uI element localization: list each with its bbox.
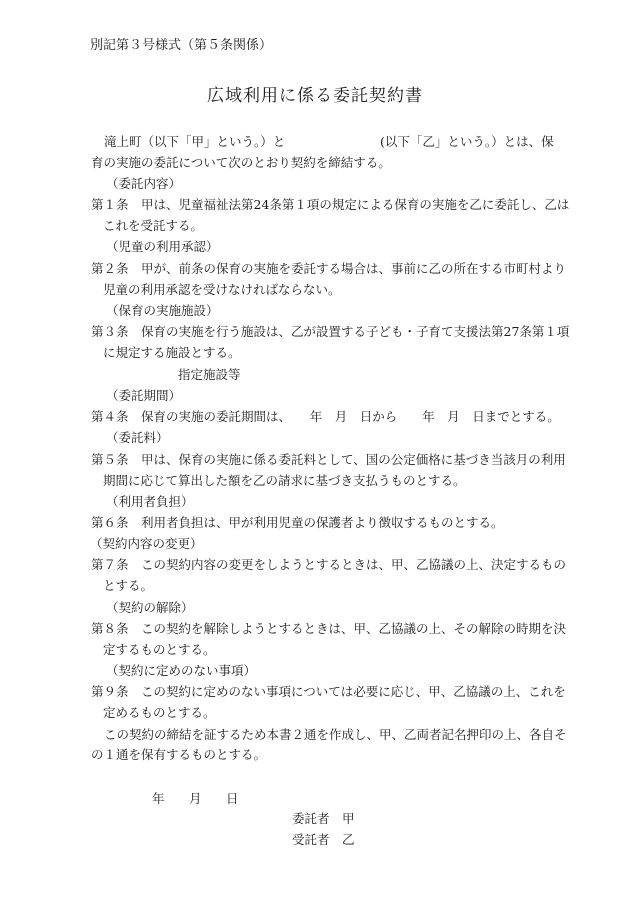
article-9-line-2: 定めるものとする。 [103,705,216,720]
article-2-line-2: 児童の利用承認を受けなければならない。 [103,282,341,297]
article-7-heading: （契約内容の変更） [90,536,203,551]
party-consignee-role: 受託者 [292,832,330,847]
article-4-line-1: 第４条 保育の実施の委託期間は、 年 月 日から 年 月 日までとする。 [91,409,560,424]
intro-line-1-part-1: 滝上町（以下「甲」という。）と [104,134,286,149]
closing-line-1: この契約の締結を証するため本書２通を作成し、甲、乙両者記名押印の上、各自そ [104,727,567,742]
article-3-line-1: 第３条 保育の実施を行う施設は、乙が設置する子ども・子育て支援法第27条第１項 [91,324,570,339]
article-4-heading: （委託期間） [106,388,182,403]
article-2-heading: （児童の利用承認） [106,239,219,254]
article-6-heading: （利用者負担） [106,494,194,509]
article-9-heading: （契約に定めのない事項） [106,663,257,678]
date-year: 年 [152,791,165,806]
article-7-line-2: とする。 [103,578,154,593]
article-3-facility-note: 指定施設等 [178,367,241,382]
date-day: 日 [226,791,239,806]
article-6-line-1: 第６条 利用者負担は、甲が利用児童の保護者より徴収するものとする。 [91,515,504,530]
article-3-line-2: に規定する施設とする。 [103,345,241,360]
intro-line-2: 育の実施の委託について次のとおり契約を締結する。 [91,155,391,170]
closing-line-2: の１通を保有するものとする。 [91,747,267,762]
article-1-heading: （委託内容） [106,176,182,191]
party-consignor-role: 委託者 [292,811,330,826]
article-8-heading: （契約の解除） [106,600,194,615]
article-8-line-2: 定するものとする。 [103,642,216,657]
article-1-line-1: 第１条 甲は、児童福祉法第24条第１項の規定による保育の実施を乙に委託し、乙は [91,197,570,212]
article-3-heading: （保育の実施施設） [106,303,219,318]
article-7-line-1: 第７条 この契約内容の変更をしようとするときは、甲、乙協議の上、決定するもの [91,557,567,572]
article-5-heading: （委託料） [106,430,169,445]
document-title: 広域利用に係る委託契約書 [207,86,423,106]
article-5-line-1: 第５条 甲は、保育の実施に係る委託料として、国の公定価格に基づき当該月の利用 [91,452,566,467]
article-5-line-2: 期間に応じて算出した額を乙の請求に基づき支払うものとする。 [103,473,466,488]
article-1-line-2: これを受託する。 [103,218,204,233]
form-number: 別記第３号様式（第５条関係） [90,38,273,53]
party-consignee-letter: 乙 [342,832,355,847]
party-consignor-letter: 甲 [342,811,355,826]
intro-line-1-part-2: (以下「乙」という。）とは、保 [380,134,554,149]
article-8-line-1: 第８条 この契約を解除しようとするときは、甲、乙協議の上、その解除の時期を決 [91,621,567,636]
article-9-line-1: 第９条 この契約に定めのない事項については必要に応じ、甲、乙協議の上、これを [91,684,566,699]
article-2-line-1: 第２条 甲が、前条の保育の実施を委託する場合は、事前に乙の所在する市町村より [91,261,567,276]
date-month: 月 [189,791,202,806]
